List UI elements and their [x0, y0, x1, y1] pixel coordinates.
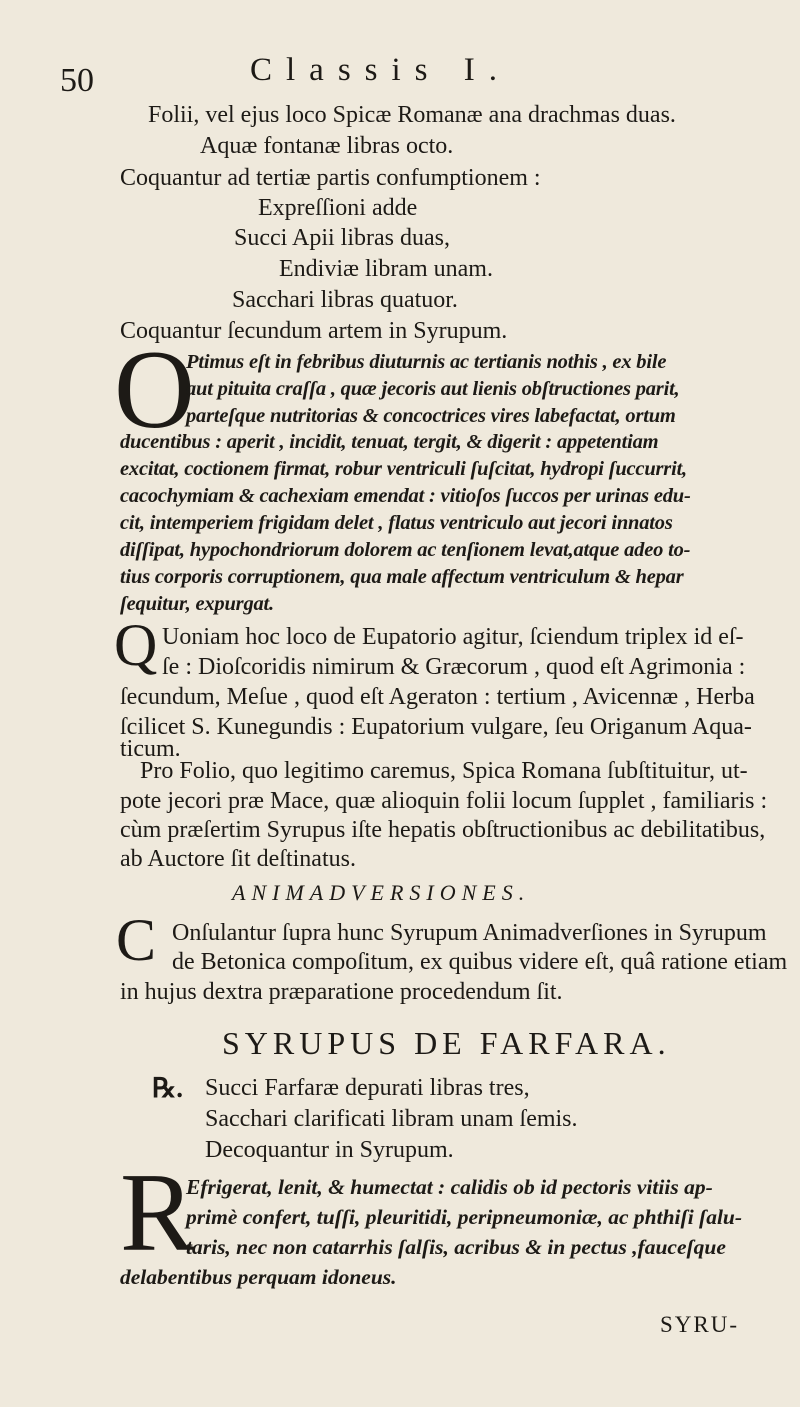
recipe-line: Expreſſioni adde — [258, 195, 418, 221]
commentary-line: ab Auctore ſit deſtinatus. — [120, 846, 356, 872]
commentary-line: ticum. — [120, 736, 181, 762]
section-subheading: ANIMADVERSIONES. — [232, 880, 531, 905]
recipe-line: Folii, vel ejus loco Spicæ Romanæ ana drachmas duas. — [148, 102, 676, 128]
running-header: Classis I. — [250, 52, 512, 88]
recipe-line: Succi Apii libras duas, — [234, 225, 450, 251]
farfara-recipe-line: Sacchari clarificati libram unam ſemis. — [205, 1106, 578, 1132]
farfara-virtue-line: taris, nec non catarrhis ſalſis, acribus & in pectus ,fauceſque — [186, 1235, 726, 1259]
farfara-recipe-line: Decoquantur in Syrupum. — [205, 1137, 454, 1163]
commentary-line: ſe : Dioſcoridis nimirum & Græcorum , quod eſt Agrimonia : — [162, 654, 746, 680]
farfara-virtue-line: Efrigerat, lenit, & humectat : calidis ob id pectoris vitiis ap- — [186, 1175, 713, 1199]
drop-cap: Q — [114, 612, 158, 678]
recipe-line: Coquantur ſecundum artem in Syrupum. — [120, 318, 508, 344]
farfara-virtue-line: primè confert, tuſſi, pleuritidi, peripneumoniæ, ac phthiſi ſalu- — [186, 1205, 743, 1229]
virtues-line: ſequitur, expurgat. — [120, 593, 274, 615]
commentary-line: Pro Folio, quo legitimo caremus, Spica Romana ſubſtituitur, ut- — [140, 758, 748, 784]
drop-cap: R — [120, 1151, 195, 1275]
animadversiones-line: de Betonica compoſitum, ex quibus videre eſt, quâ ratione etiam — [172, 949, 788, 975]
commentary-line: Uoniam hoc loco de Eupatorio agitur, ſciendum triplex id eſ- — [162, 624, 744, 650]
animadversiones-line: in hujus dextra præparatione procedendum ſit. — [120, 979, 563, 1005]
animadversiones-line: Onſulantur ſupra hunc Syrupum Animadverſiones in Syrupum — [172, 920, 767, 946]
virtues-line: excitat, coctionem firmat, robur ventriculi ſuſcitat, hydropi ſuccurrit, — [120, 458, 687, 480]
drop-cap: C — [116, 907, 157, 973]
virtues-line: ducentibus : aperit , incidit, tenuat, tergit, & digerit : appetentiam — [120, 431, 659, 453]
virtues-line: Ptimus eſt in febribus diuturnis ac tertianis nothis , ex bile — [186, 351, 667, 373]
commentary-line: ſecundum, Meſue , quod eſt Ageraton : tertium , Avicennæ , Herba — [120, 684, 755, 710]
virtues-line: cit, intemperiem frigidam delet , flatus ventriculo aut jecori innatos — [120, 512, 673, 534]
recipe-line: Sacchari libras quatuor. — [232, 287, 458, 313]
page-number: 50 — [60, 62, 94, 99]
commentary-line: pote jecori præ Mace, quæ alioquin folii locum ſupplet , familiaris : — [120, 788, 768, 814]
virtues-line: cacochymiam & cachexiam emendat : vitioſos ſuccos per urinas edu- — [120, 485, 691, 507]
recipe-line: Coquantur ad tertiæ partis confumptionem : — [120, 165, 541, 191]
virtues-line: tius corporis corruptionem, qua male affectum ventriculum & hepar — [120, 566, 684, 588]
virtues-line: aut pituita craſſa , quæ jecoris aut lienis obſtructiones parit, — [186, 378, 680, 400]
commentary-line: cùm præſertim Syrupus iſte hepatis obſtructionibus ac debilitatibus, — [120, 817, 766, 843]
catchword: SYRU- — [660, 1312, 740, 1337]
farfara-recipe-line: Succi Farfaræ depurati libras tres, — [205, 1075, 530, 1101]
virtues-line: parteſque nutritorias & concoctrices vires labefactat, ortum — [186, 405, 676, 427]
farfara-virtue-line: delabentibus perquam idoneus. — [120, 1265, 397, 1289]
drop-cap: O — [114, 328, 195, 452]
recipe-line: Aquæ fontanæ libras octo. — [200, 133, 454, 159]
commentary-line: ſcilicet S. Kunegundis : Eupatorium vulgare, ſeu Origanum Aqua- — [120, 714, 752, 740]
section-title: SYRUPUS DE FARFARA. — [222, 1025, 671, 1061]
recipe-line: Endiviæ libram unam. — [279, 256, 493, 282]
virtues-line: diſſipat, hypochondriorum dolorem ac tenſionem levat,atque adeo to- — [120, 539, 691, 561]
recipe-symbol: ℞. — [152, 1073, 183, 1103]
